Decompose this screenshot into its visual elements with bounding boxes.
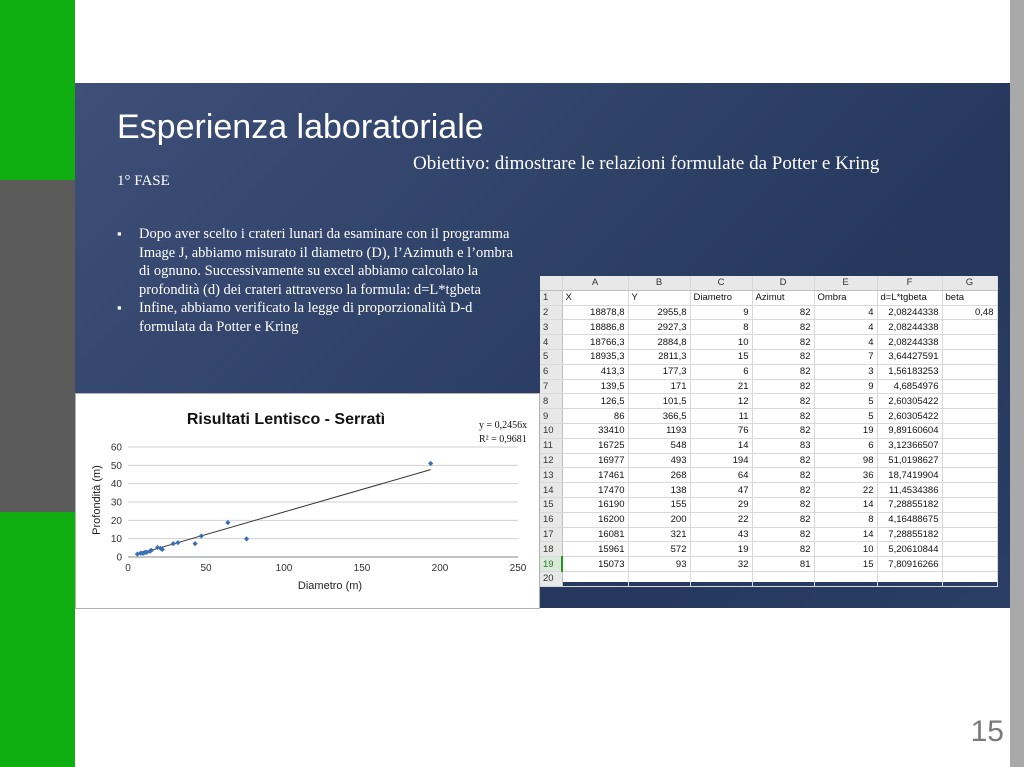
- sheet-cell[interactable]: 15961: [562, 542, 628, 557]
- sheet-cell[interactable]: 5: [814, 409, 877, 424]
- sheet-cell[interactable]: [752, 571, 814, 586]
- slide-title: Esperienza laboratoriale: [117, 108, 484, 146]
- sheet-cell[interactable]: 82: [752, 335, 814, 350]
- sheet-cell[interactable]: [628, 571, 690, 586]
- sheet-row: [540, 512, 997, 527]
- sheet-row: [540, 557, 997, 572]
- sheet-cell[interactable]: 16081: [562, 527, 628, 542]
- x-tick-label: 250: [509, 563, 527, 574]
- sheet-cell[interactable]: 83: [752, 438, 814, 453]
- sheet-cell[interactable]: 22: [814, 483, 877, 498]
- trendline-r2: R² = 0,9681: [479, 434, 527, 445]
- sheet-cell[interactable]: 82: [752, 320, 814, 335]
- sheet-cell[interactable]: 18886,8: [562, 320, 628, 335]
- sheet-cell[interactable]: 413,3: [562, 364, 628, 379]
- y-tick-label: 10: [110, 534, 122, 546]
- row-header[interactable]: 20: [540, 571, 562, 586]
- sheet-cell[interactable]: 139,5: [562, 379, 628, 394]
- sheet-cell[interactable]: [942, 527, 997, 542]
- sheet-cell[interactable]: 98: [814, 453, 877, 468]
- sheet-cell[interactable]: 548: [628, 438, 690, 453]
- sheet-cell[interactable]: 2,08244338: [877, 335, 942, 350]
- column-header[interactable]: G: [942, 276, 997, 290]
- sheet-row: [540, 468, 997, 483]
- sheet-cell[interactable]: 155: [628, 497, 690, 512]
- y-tick-label: 50: [110, 460, 122, 472]
- y-tick-label: 60: [110, 442, 122, 454]
- sheet-cell[interactable]: 18935,3: [562, 349, 628, 364]
- sheet-cell[interactable]: [562, 571, 628, 586]
- sheet-cell[interactable]: 572: [628, 542, 690, 557]
- row-header[interactable]: 11: [540, 438, 562, 453]
- sheet-cell[interactable]: 11: [690, 409, 752, 424]
- sheet-cell[interactable]: 82: [752, 453, 814, 468]
- sheet-cell[interactable]: [942, 483, 997, 498]
- sheet-cell[interactable]: 9,89160604: [877, 423, 942, 438]
- sheet-cell[interactable]: 493: [628, 453, 690, 468]
- sheet-cell[interactable]: 82: [752, 497, 814, 512]
- row-header[interactable]: 14: [540, 483, 562, 498]
- sheet-cell[interactable]: 82: [752, 423, 814, 438]
- x-tick-label: 200: [431, 563, 449, 574]
- row-header[interactable]: 6: [540, 364, 562, 379]
- sheet-cell[interactable]: Diametro: [690, 290, 752, 305]
- sheet-cell[interactable]: 7: [814, 349, 877, 364]
- sheet-row: [540, 305, 997, 320]
- sheet-cell[interactable]: [942, 571, 997, 586]
- row-header[interactable]: 15: [540, 497, 562, 512]
- sheet-cell[interactable]: [690, 571, 752, 586]
- sheet-cell[interactable]: 12: [690, 394, 752, 409]
- sheet-cell[interactable]: 16190: [562, 497, 628, 512]
- data-point: [171, 541, 176, 546]
- sheet-cell[interactable]: 7,80916266: [877, 557, 942, 572]
- sheet-row: [540, 349, 997, 364]
- sheet-cell[interactable]: [942, 379, 997, 394]
- slide-phase: 1° FASE: [117, 173, 170, 189]
- sheet-cell[interactable]: 82: [752, 394, 814, 409]
- sheet-cell[interactable]: beta: [942, 290, 997, 305]
- sheet-cell[interactable]: 17470: [562, 483, 628, 498]
- row-header[interactable]: 12: [540, 453, 562, 468]
- sheet-row: [540, 364, 997, 379]
- page-number: 15: [970, 715, 1004, 748]
- column-header[interactable]: C: [690, 276, 752, 290]
- column-header-row: [540, 276, 997, 290]
- sheet-cell[interactable]: 4,16488675: [877, 512, 942, 527]
- sheet-cell[interactable]: 0,48: [942, 305, 997, 320]
- sheet-cell[interactable]: 16977: [562, 453, 628, 468]
- row-header[interactable]: 16: [540, 512, 562, 527]
- sheet-row: [540, 542, 997, 557]
- sheet-cell[interactable]: 4: [814, 320, 877, 335]
- sheet-cell[interactable]: 2,08244338: [877, 305, 942, 320]
- sheet-cell[interactable]: 3: [814, 364, 877, 379]
- sheet-cell[interactable]: 8: [690, 320, 752, 335]
- row-header[interactable]: 2: [540, 305, 562, 320]
- sheet-cell[interactable]: 5,20610844: [877, 542, 942, 557]
- slide-objective: Obiettivo: dimostrare le relazioni formulate da Potter e Kring: [413, 153, 880, 174]
- bullet-item: ▪ Infine, abbiamo verificato la legge di proporzionalità D-d formulata da Potter e Kring: [117, 299, 522, 336]
- sheet-cell[interactable]: 16725: [562, 438, 628, 453]
- sheet-cell[interactable]: 9: [690, 305, 752, 320]
- sheet-cell[interactable]: 22: [690, 512, 752, 527]
- y-tick-label: 20: [110, 515, 122, 527]
- sheet-row: [540, 571, 997, 586]
- x-tick-label: 0: [125, 563, 131, 574]
- sheet-cell[interactable]: 21: [690, 379, 752, 394]
- x-tick-label: 100: [275, 563, 293, 574]
- sheet-cell[interactable]: 17461: [562, 468, 628, 483]
- sheet-cell[interactable]: 8: [814, 512, 877, 527]
- sheet-cell[interactable]: 138: [628, 483, 690, 498]
- sheet-cell[interactable]: 82: [752, 468, 814, 483]
- column-header[interactable]: B: [628, 276, 690, 290]
- row-header[interactable]: 1: [540, 290, 562, 305]
- sheet-cell[interactable]: [942, 335, 997, 350]
- sheet-cell[interactable]: X: [562, 290, 628, 305]
- sheet-cell[interactable]: 4,6854976: [877, 379, 942, 394]
- spreadsheet: [540, 276, 997, 585]
- sheet-cell[interactable]: 15: [690, 349, 752, 364]
- sheet-row: [540, 438, 997, 453]
- sheet-cell[interactable]: [814, 571, 877, 586]
- x-axis-label: Diametro (m): [297, 580, 363, 592]
- sheet-cell[interactable]: 10: [814, 542, 877, 557]
- row-header[interactable]: 5: [540, 349, 562, 364]
- sheet-row: [540, 409, 997, 424]
- sheet-row: [540, 483, 997, 498]
- sheet-cell[interactable]: d=L*tgbeta: [877, 290, 942, 305]
- sheet-cell[interactable]: 19: [814, 423, 877, 438]
- sheet-cell[interactable]: 3,64427591: [877, 349, 942, 364]
- spreadsheet-table: [540, 276, 998, 587]
- sheet-cell[interactable]: 321: [628, 527, 690, 542]
- column-header[interactable]: D: [752, 276, 814, 290]
- x-tick-label: 150: [353, 563, 371, 574]
- sheet-cell[interactable]: 82: [752, 527, 814, 542]
- sheet-cell[interactable]: 268: [628, 468, 690, 483]
- sheet-cell[interactable]: [942, 438, 997, 453]
- sheet-cell[interactable]: 16200: [562, 512, 628, 527]
- row-header[interactable]: 13: [540, 468, 562, 483]
- sheet-cell[interactable]: 19: [690, 542, 752, 557]
- sheet-cell[interactable]: 7,28855182: [877, 497, 942, 512]
- sheet-cell[interactable]: [942, 423, 997, 438]
- sheet-row: [540, 497, 997, 512]
- sheet-cell[interactable]: 2927,3: [628, 320, 690, 335]
- sheet-cell[interactable]: 2955,8: [628, 305, 690, 320]
- sheet-cell[interactable]: 5: [814, 394, 877, 409]
- sheet-cell[interactable]: 4: [814, 305, 877, 320]
- sheet-cell[interactable]: 82: [752, 364, 814, 379]
- sheet-cell[interactable]: 11,4534386: [877, 483, 942, 498]
- sheet-cell[interactable]: [942, 497, 997, 512]
- row-header[interactable]: 8: [540, 394, 562, 409]
- sheet-cell[interactable]: 1193: [628, 423, 690, 438]
- sheet-cell[interactable]: Azimut: [752, 290, 814, 305]
- sheet-cell[interactable]: 126,5: [562, 394, 628, 409]
- sheet-cell[interactable]: 15: [814, 557, 877, 572]
- sheet-cell[interactable]: 82: [752, 542, 814, 557]
- sheet-cell[interactable]: [942, 394, 997, 409]
- sheet-cell[interactable]: 51,0198627: [877, 453, 942, 468]
- sheet-cell[interactable]: 200: [628, 512, 690, 527]
- sheet-cell[interactable]: [942, 453, 997, 468]
- row-header[interactable]: 17: [540, 527, 562, 542]
- sheet-cell[interactable]: 171: [628, 379, 690, 394]
- sheet-cell[interactable]: [942, 409, 997, 424]
- sheet-cell[interactable]: Ombra: [814, 290, 877, 305]
- sheet-cell[interactable]: 2884,8: [628, 335, 690, 350]
- data-point: [175, 540, 180, 545]
- sheet-cell[interactable]: 82: [752, 409, 814, 424]
- sheet-row: [540, 335, 997, 350]
- row-header[interactable]: 9: [540, 409, 562, 424]
- sheet-cell[interactable]: 2,60305422: [877, 409, 942, 424]
- chart-title: Risultati Lentisco - Serratì: [186, 411, 386, 428]
- scatter-chart: [75, 393, 540, 609]
- sheet-cell[interactable]: 18,7419904: [877, 468, 942, 483]
- sheet-cell[interactable]: 82: [752, 305, 814, 320]
- right-scroll-bar: [1010, 0, 1024, 767]
- bullet-item: ▪ Dopo aver scelto i crateri lunari da esaminare con il programma Image J, abbiamo misurato il diametro (D), l’Azimuth e l’ombra di ognuno. Successivamente su excel abbiamo calcolato la profondità (d) dei crateri attraverso la formula: d=L*tgbeta: [117, 225, 522, 299]
- sheet-cell[interactable]: 2,08244338: [877, 320, 942, 335]
- sheet-cell[interactable]: 4: [814, 335, 877, 350]
- row-header[interactable]: 7: [540, 379, 562, 394]
- sheet-cell[interactable]: 33410: [562, 423, 628, 438]
- row-header[interactable]: 19: [540, 557, 562, 572]
- sheet-cell[interactable]: 366,5: [628, 409, 690, 424]
- sheet-cell[interactable]: 3,12366507: [877, 438, 942, 453]
- y-tick-label: 30: [110, 497, 122, 509]
- y-tick-label: 0: [116, 552, 122, 564]
- sheet-cell[interactable]: 36: [814, 468, 877, 483]
- sheet-cell[interactable]: [942, 468, 997, 483]
- sheet-cell[interactable]: 64: [690, 468, 752, 483]
- sheet-cell[interactable]: 2,60305422: [877, 394, 942, 409]
- sheet-cell[interactable]: 82: [752, 512, 814, 527]
- column-header[interactable]: F: [877, 276, 942, 290]
- sheet-cell[interactable]: 14: [814, 527, 877, 542]
- trendline-equation: y = 0,2456x: [479, 420, 528, 431]
- bullet-list: [117, 225, 522, 336]
- sheet-cell[interactable]: 81: [752, 557, 814, 572]
- sheet-cell[interactable]: [942, 557, 997, 572]
- sheet-cell[interactable]: 32: [690, 557, 752, 572]
- sheet-cell[interactable]: 10: [690, 335, 752, 350]
- chart-canvas: [76, 394, 539, 608]
- sheet-cell[interactable]: [942, 320, 997, 335]
- column-header[interactable]: E: [814, 276, 877, 290]
- sheet-row: [540, 423, 997, 438]
- sheet-cell[interactable]: 6: [814, 438, 877, 453]
- sheet-row: [540, 453, 997, 468]
- sheet-cell[interactable]: 76: [690, 423, 752, 438]
- sheet-corner[interactable]: [540, 276, 562, 290]
- sheet-cell[interactable]: 7,28855182: [877, 527, 942, 542]
- sheet-cell[interactable]: Y: [628, 290, 690, 305]
- y-axis-label: Profondità (m): [91, 465, 103, 535]
- row-header[interactable]: 10: [540, 423, 562, 438]
- sheet-cell[interactable]: [877, 571, 942, 586]
- sheet-cell[interactable]: 101,5: [628, 394, 690, 409]
- sheet-cell[interactable]: 14: [814, 497, 877, 512]
- sheet-cell[interactable]: 6: [690, 364, 752, 379]
- sheet-cell[interactable]: 1,56183253: [877, 364, 942, 379]
- sheet-cell[interactable]: 82: [752, 483, 814, 498]
- sheet-cell[interactable]: 2811,3: [628, 349, 690, 364]
- data-point: [192, 541, 197, 546]
- data-point: [199, 533, 204, 538]
- sheet-cell[interactable]: 194: [690, 453, 752, 468]
- sheet-cell[interactable]: 82: [752, 379, 814, 394]
- sheet-cell[interactable]: [942, 349, 997, 364]
- sheet-row: [540, 394, 997, 409]
- x-tick-label: 50: [200, 563, 212, 574]
- sheet-cell[interactable]: 93: [628, 557, 690, 572]
- sheet-cell[interactable]: 29: [690, 497, 752, 512]
- sheet-cell[interactable]: 82: [752, 349, 814, 364]
- sheet-cell[interactable]: 9: [814, 379, 877, 394]
- sheet-cell[interactable]: 86: [562, 409, 628, 424]
- trendline: [137, 470, 430, 555]
- sheet-cell[interactable]: [942, 364, 997, 379]
- sheet-cell[interactable]: 47: [690, 483, 752, 498]
- sheet-row: [540, 527, 997, 542]
- sheet-cell[interactable]: 18766,3: [562, 335, 628, 350]
- data-point: [244, 536, 249, 541]
- sheet-cell[interactable]: 43: [690, 527, 752, 542]
- sheet-cell[interactable]: 177,3: [628, 364, 690, 379]
- sheet-cell[interactable]: 14: [690, 438, 752, 453]
- sheet-cell[interactable]: 18878,8: [562, 305, 628, 320]
- sheet-row: [540, 320, 997, 335]
- left-gray-block: [0, 180, 75, 512]
- sheet-row: [540, 290, 997, 305]
- sheet-row: [540, 379, 997, 394]
- column-header[interactable]: A: [562, 276, 628, 290]
- row-header[interactable]: 3: [540, 320, 562, 335]
- y-tick-label: 40: [110, 479, 122, 491]
- sheet-cell[interactable]: [942, 512, 997, 527]
- sheet-cell[interactable]: [942, 542, 997, 557]
- row-header[interactable]: 4: [540, 335, 562, 350]
- row-header[interactable]: 18: [540, 542, 562, 557]
- sheet-cell[interactable]: 15073: [562, 557, 628, 572]
